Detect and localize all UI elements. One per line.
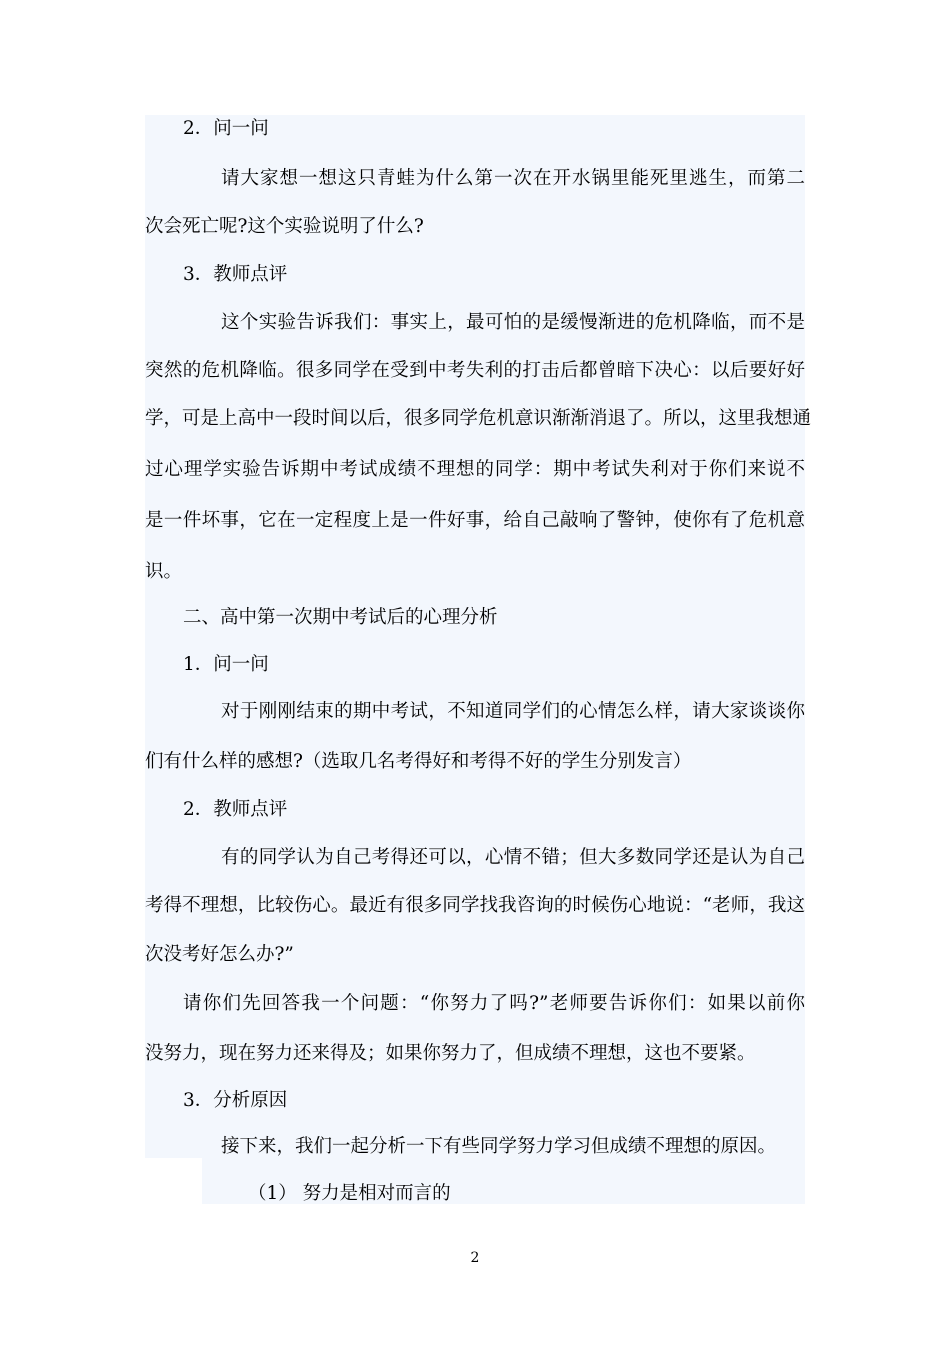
section-heading: 二、高中第一次期中考试后的心理分析 [183,607,498,628]
paragraph-line: 过心理学实验告诉期中考试成绩不理想的同学：期中考试失利对于你们来说不 [145,459,805,480]
paragraph-line: 请你们先回答我一个问题：“你努力了吗?”老师要告诉你们：如果以前你 [183,993,805,1014]
paragraph-line: 没努力，现在努力还来得及；如果你努力了，但成绩不理想，这也不要紧。 [145,1043,756,1064]
paragraph-line: 学，可是上高中一段时间以后，很多同学危机意识渐渐消退了。所以，这里我想通 [145,408,812,429]
paragraph-line: 识。 [145,561,183,582]
paragraph-line: 有的同学认为自己考得还可以，心情不错；但大多数同学还是认为自己 [221,847,805,868]
paragraph-line: 是一件坏事，它在一定程度上是一件好事，给自己敲响了警钟，使你有了危机意 [145,510,805,531]
paragraph-line: 对于刚刚结束的期中考试，不知道同学们的心情怎么样，请大家谈谈你 [221,701,805,722]
paragraph-line: 考得不理想，比较伤心。最近有很多同学找我咨询的时候伤心地说：“老师，我这 [145,895,805,916]
subheading: 2．教师点评 [183,799,288,820]
paragraph-line: 次没考好怎么办?” [145,944,294,965]
page-number: 2 [470,1250,480,1266]
subheading: 2．问一问 [183,118,269,139]
paragraph-line: 请大家想一想这只青蛙为什么第一次在开水锅里能死里逃生，而第二 [221,168,805,189]
list-item: （1） 努力是相对而言的 [248,1183,451,1204]
paragraph-line: 接下来，我们一起分析一下有些同学努力学习但成绩不理想的原因。 [221,1136,777,1157]
paragraph-line: 突然的危机降临。很多同学在受到中考失利的打击后都曾暗下决心：以后要好好 [145,360,805,381]
subheading: 3．教师点评 [183,264,288,285]
paragraph-line: 次会死亡呢?这个实验说明了什么? [145,216,424,237]
paragraph-line: 们有什么样的感想?（选取几名考得好和考得不好的学生分别发言） [145,751,692,772]
subheading: 1．问一问 [183,654,269,675]
subheading: 3．分析原因 [183,1090,288,1111]
paragraph-line: 这个实验告诉我们：事实上，最可怕的是缓慢渐进的危机降临，而不是 [221,312,805,333]
